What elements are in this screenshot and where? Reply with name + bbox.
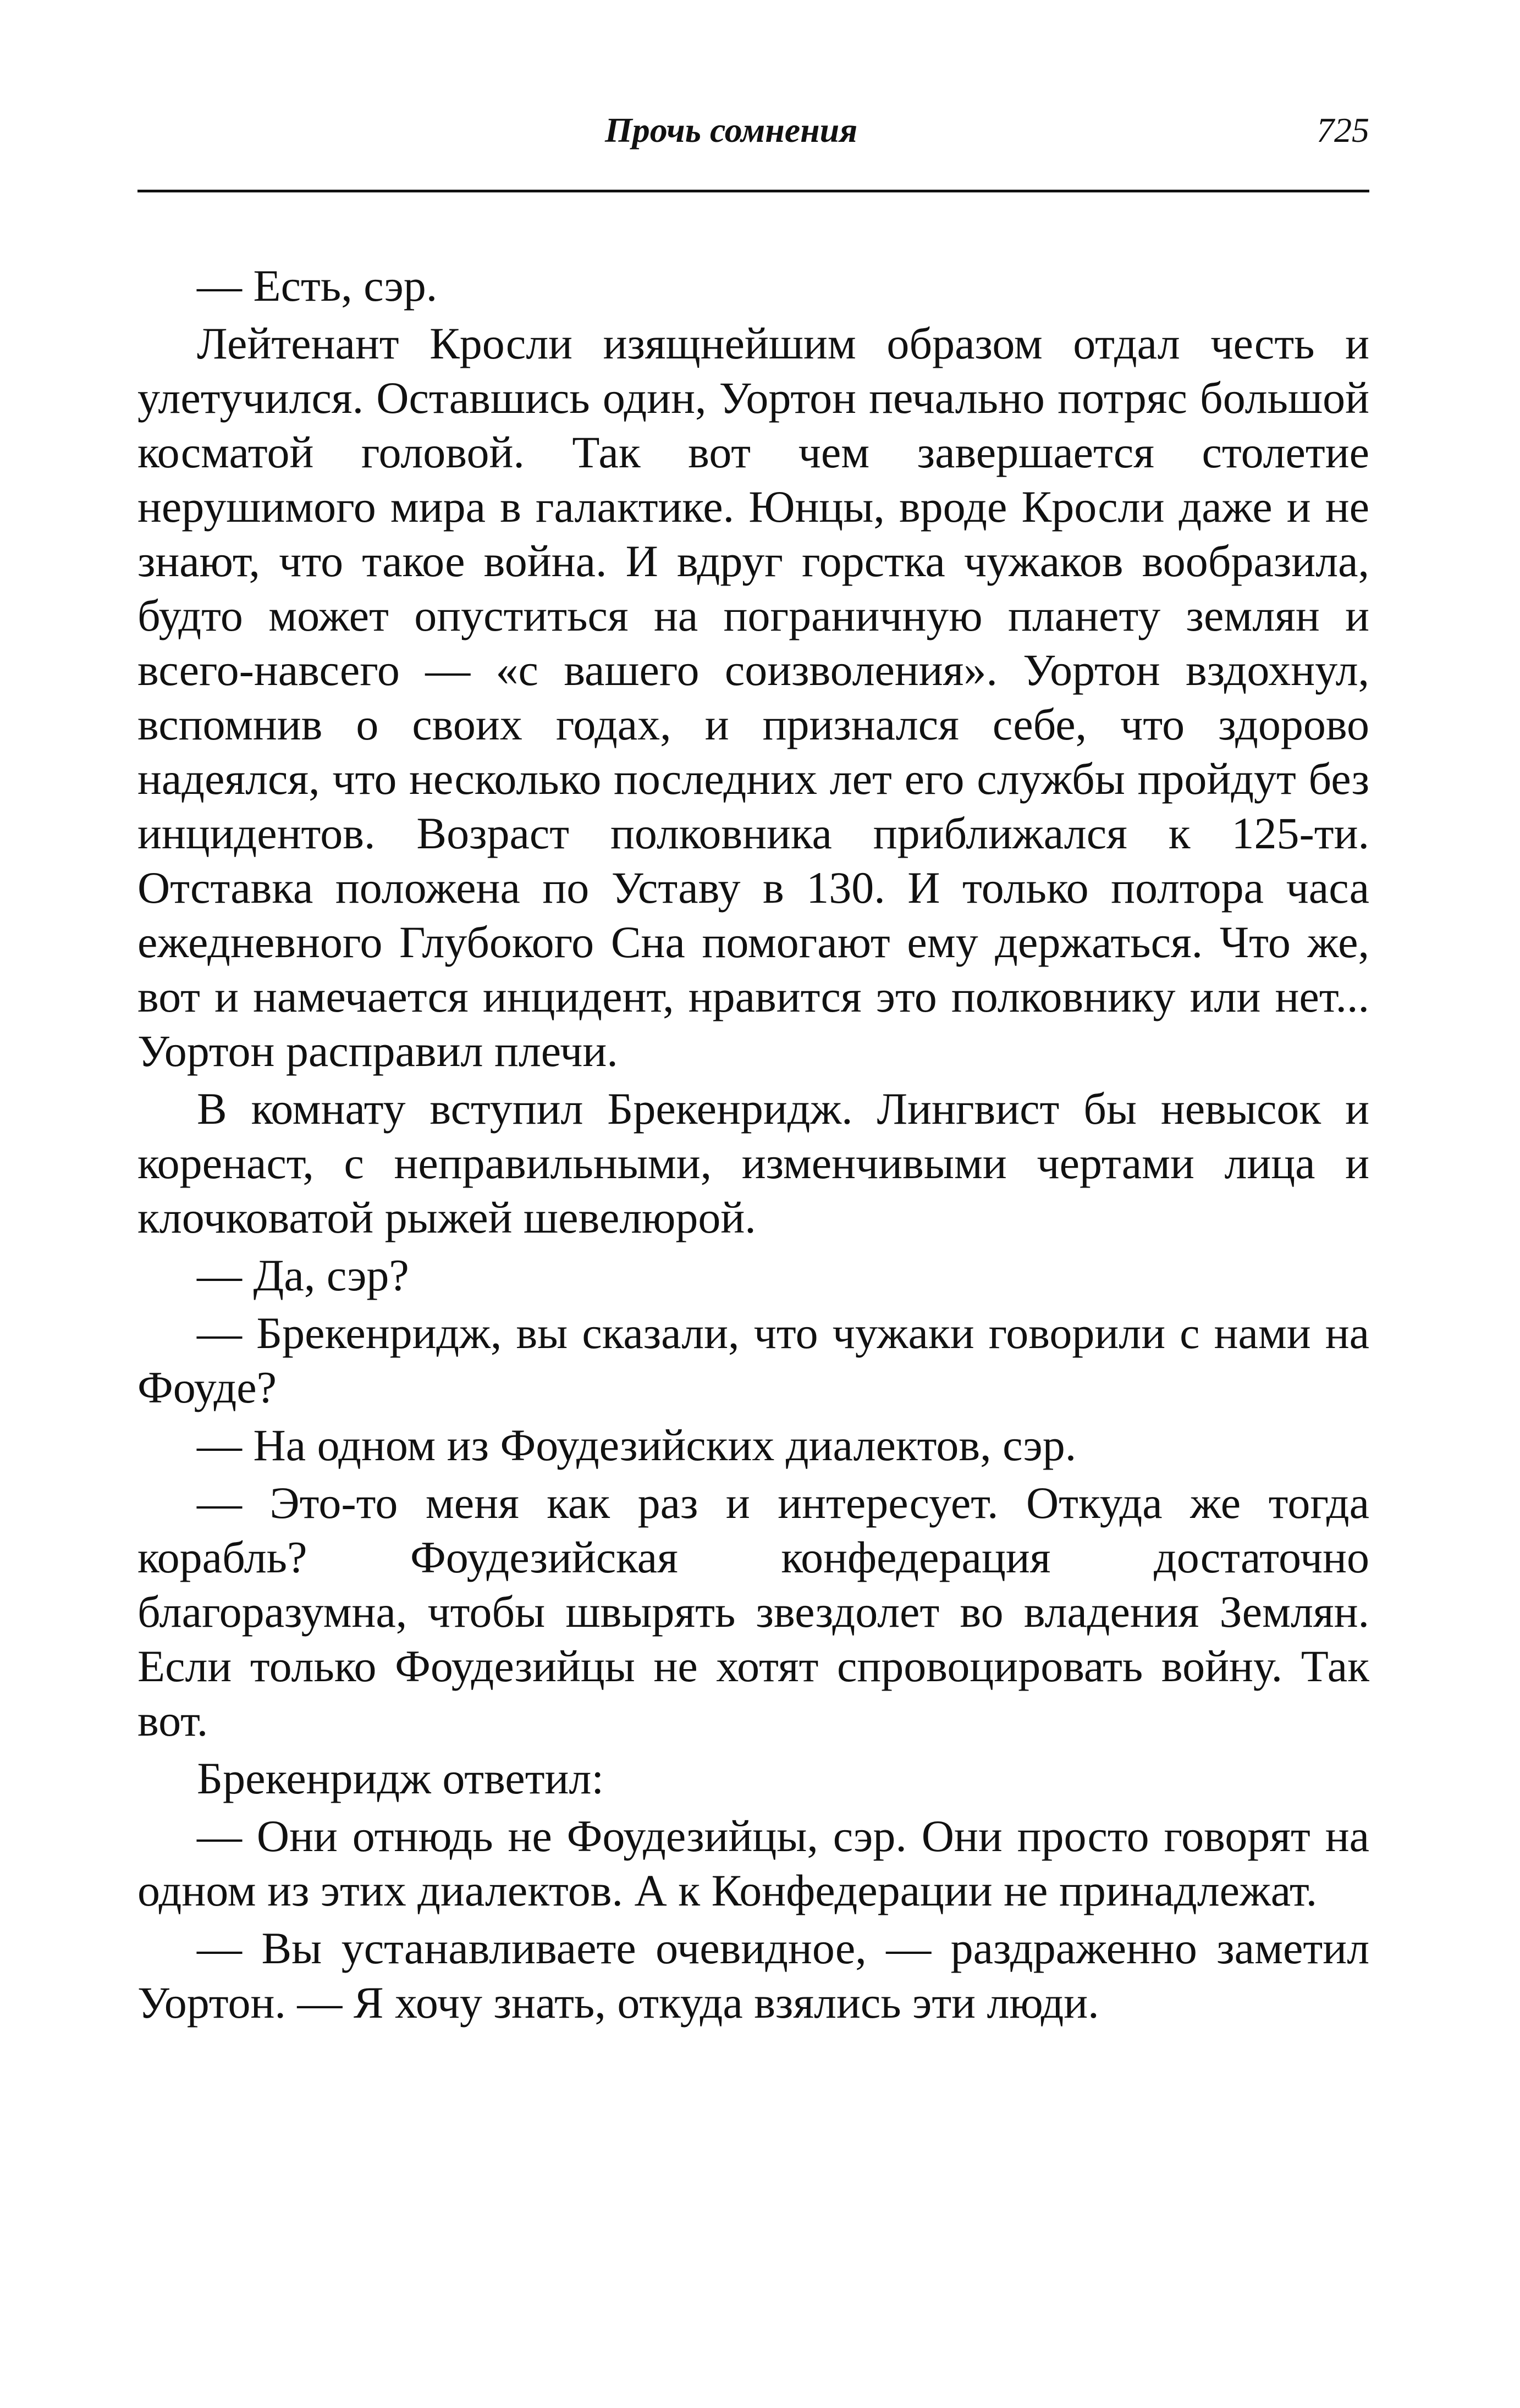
paragraph: Брекенридж ответил: xyxy=(197,1753,604,1803)
paragraph: В комнату вступил Брекенридж. Лингвист бы невысок и коренаст, с неправильными, изменчивыми чертами лица и клочковатой рыжей шевелюрой. xyxy=(137,1084,1369,1242)
paragraph: — Вы устанавливаете очевидное, — раздраженно заметил Уортон. — Я хочу знать, откуда взялись эти люди. xyxy=(137,1923,1369,2028)
paragraph: Лейтенант Кросли изящнейшим образом отдал честь и улетучился. Оставшись один, Уортон печально потряс большой косматой головой. Так вот чем завершается столетие нерушимого мира в галактике. Юнцы, вроде Кросли даже и не знают, что такое война. И вдруг горстка чужаков вообразила, будто может опуститься на пограничную планету землян и всего-навсего — «с вашего соизволения». Уортон вздохнул, вспомнив о своих годах, и признался себе, что здорово надеялся, что несколько последних лет его службы пройдут без инцидентов. Возраст полковника приближался к 125-ти. Отставка положена по Уставу в 130. И только полтора часа ежедневного Глубокого Сна помогают ему держаться. Что же, вот и намечается инцидент, нравится это полковнику или нет... Уортон расправил плечи. xyxy=(137,318,1369,1076)
paragraph: — Они отнюдь не Фоудезийцы, сэр. Они просто говорят на одном из этих диалектов. А к Конфедерации не принадлежат. xyxy=(137,1811,1369,1915)
page-header xyxy=(137,113,1369,192)
paragraph: — Это-то меня как раз и интересует. Откуда же тогда корабль? Фоудезийская конфедерация достаточно благоразумна, чтобы швырять звездолет во владения Землян. Если только Фоудезийцы не хотят спровоцировать войну. Так вот. xyxy=(137,1478,1369,1746)
body-text xyxy=(137,258,1369,2033)
paragraph: — Да, сэр? xyxy=(197,1250,409,1300)
paragraph: — На одном из Фоудезийских диалектов, сэр. xyxy=(197,1420,1077,1470)
page-number: 725 xyxy=(1317,111,1369,150)
paragraph: — Есть, сэр. xyxy=(197,261,438,311)
paragraph: — Брекенридж, вы сказали, что чужаки говорили с нами на Фоуде? xyxy=(137,1308,1369,1412)
running-title: Прочь сомнения xyxy=(605,111,858,150)
